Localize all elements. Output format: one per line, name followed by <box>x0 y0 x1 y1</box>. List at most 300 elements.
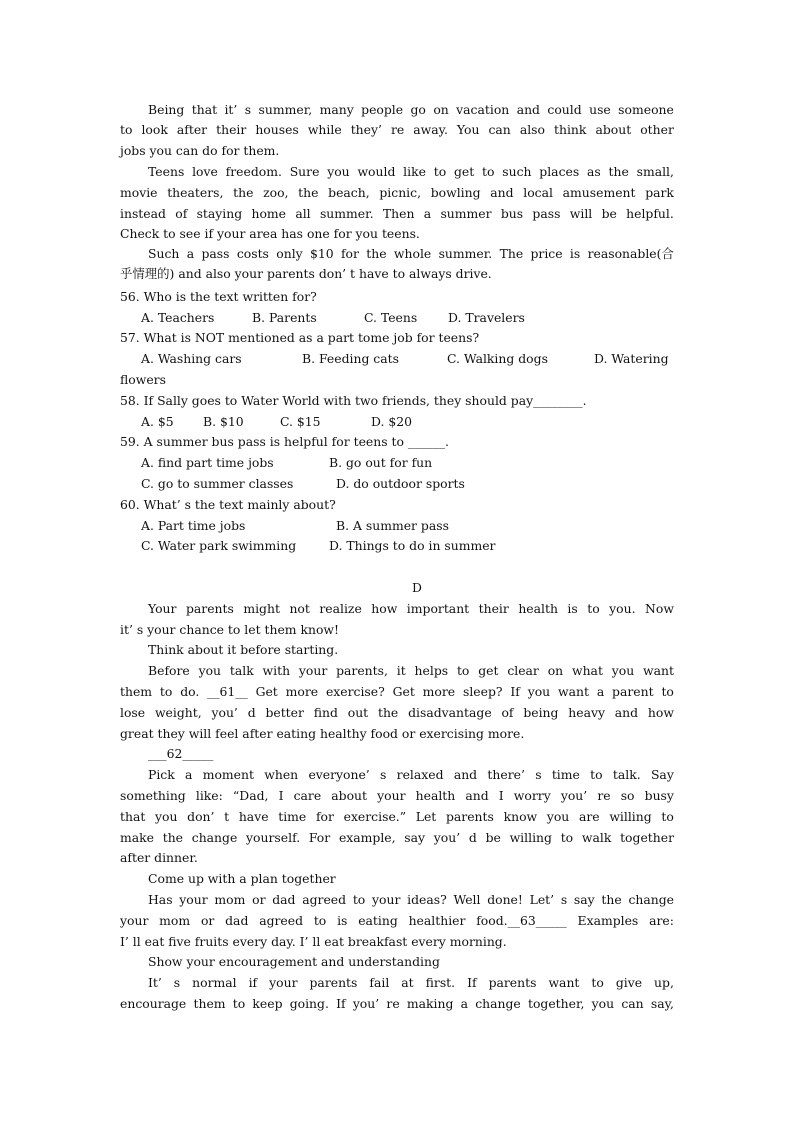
word: are: <box>649 913 674 928</box>
text-line: I’ ll eat five fruits every day. I’ ll eat breakfast every morning. <box>120 934 507 949</box>
word: of <box>501 705 514 720</box>
option-wrap: flowers <box>120 372 166 387</box>
word: you <box>198 663 222 678</box>
word: many <box>319 102 354 117</box>
word: that <box>120 809 146 824</box>
subheading: Show your encouragement and understanding <box>148 954 440 969</box>
word: your <box>298 663 328 678</box>
option: D. Things to do in summer <box>329 538 496 553</box>
word: the <box>608 164 629 179</box>
word: important <box>406 601 470 616</box>
word: is <box>567 601 578 616</box>
word: if <box>248 975 258 990</box>
word: everyone’ <box>308 767 370 782</box>
word: picnic, <box>379 185 422 200</box>
word: agreed <box>259 913 304 928</box>
word: your <box>377 788 406 803</box>
question-stem: 56. Who is the text written for? <box>120 289 317 304</box>
word: so <box>620 788 635 803</box>
text-line <box>148 975 674 991</box>
word: on <box>433 102 449 117</box>
word: clear <box>507 663 539 678</box>
word: to <box>560 830 574 845</box>
word: you <box>546 809 570 824</box>
word: the <box>162 830 184 845</box>
word: vacation <box>456 102 510 117</box>
word: keep <box>252 996 283 1011</box>
word: fail <box>369 975 390 990</box>
word: something <box>120 788 186 803</box>
word: find <box>313 705 338 720</box>
word: want <box>558 684 589 699</box>
word: to <box>159 684 173 699</box>
text-line: 乎情理的) and also your parents don’ t have to always drive. <box>120 266 492 281</box>
word: and <box>453 767 478 782</box>
word: You <box>456 122 480 137</box>
word: can <box>488 122 511 137</box>
word: make <box>120 830 154 845</box>
word: zoo, <box>263 185 289 200</box>
word: reasonable(合 <box>587 246 674 261</box>
word: all <box>295 206 311 221</box>
word: or <box>252 892 266 907</box>
word: Get <box>255 684 278 699</box>
word: have <box>238 809 269 824</box>
word: Pick <box>148 767 175 782</box>
word: of <box>175 206 188 221</box>
text-line <box>120 788 674 804</box>
word: what <box>571 663 603 678</box>
text-line <box>148 767 674 783</box>
word: Say <box>650 767 674 782</box>
option: A. Teachers <box>141 310 215 325</box>
word: you’ <box>433 830 461 845</box>
word: beach, <box>328 185 370 200</box>
option: A. Washing cars <box>141 351 242 366</box>
word: moment <box>202 767 254 782</box>
word: home <box>251 206 287 221</box>
word: sleep? <box>462 684 503 699</box>
option: A. find part time jobs <box>141 455 274 470</box>
word: houses <box>255 122 299 137</box>
text-line <box>120 809 674 825</box>
word: parents <box>185 601 234 616</box>
word: don’ <box>187 809 215 824</box>
question-stem: 58. If Sally goes to Water World with two friends, they should pay________. <box>120 393 587 408</box>
word: how <box>647 705 674 720</box>
text-line <box>148 102 674 118</box>
word: and <box>490 185 514 200</box>
word: amusement <box>562 185 636 200</box>
word: your <box>372 892 401 907</box>
word: give <box>615 975 643 990</box>
word: say, <box>650 996 674 1011</box>
word: weight, <box>154 705 202 720</box>
word: encourage <box>120 996 187 1011</box>
word: only <box>276 246 303 261</box>
word: re <box>386 996 400 1011</box>
word: willing <box>509 830 552 845</box>
word: s <box>535 767 542 782</box>
word: to <box>456 663 470 678</box>
option: D. $20 <box>371 414 413 429</box>
text-line: jobs you can do for them. <box>120 143 280 158</box>
text-line <box>120 705 674 721</box>
word: exercise.” <box>343 809 407 824</box>
section-heading: D <box>412 580 422 595</box>
option: B. go out for fun <box>329 455 433 470</box>
word: small, <box>636 164 674 179</box>
word: dad <box>225 913 249 928</box>
word: how <box>371 601 398 616</box>
word: their <box>216 122 247 137</box>
word: it <box>396 663 406 678</box>
word: I <box>278 788 284 803</box>
word: change <box>475 996 521 1011</box>
word: while <box>307 122 342 137</box>
word: __61__ <box>207 684 248 699</box>
word: parents <box>309 975 358 990</box>
word: I <box>498 788 504 803</box>
word: mom <box>214 892 246 907</box>
word: could <box>547 102 582 117</box>
blank-62: ___62_____ <box>148 746 214 761</box>
word: a <box>185 767 193 782</box>
word: If <box>510 684 520 699</box>
word: time <box>551 767 580 782</box>
word: helps <box>414 663 449 678</box>
word: might <box>243 601 280 616</box>
question-stem: 57. What is NOT mentioned as a part tome job for teens? <box>120 330 480 345</box>
text-line: it’ s your chance to let them know! <box>120 622 340 637</box>
word: ideas? <box>407 892 447 907</box>
word: also <box>519 122 545 137</box>
word: a <box>596 684 605 699</box>
subheading: Come up with a plan together <box>148 871 336 886</box>
word: Being <box>148 102 185 117</box>
word: and <box>516 102 540 117</box>
word: be <box>485 830 501 845</box>
word: you <box>611 663 635 678</box>
option: C. Teens <box>364 310 418 325</box>
word: look <box>141 122 168 137</box>
word: it’ <box>224 102 238 117</box>
option: B. Parents <box>252 310 317 325</box>
text-line: great they will feel after eating healthy food or exercising more. <box>120 726 525 741</box>
word: to <box>661 684 674 699</box>
word: food.__63_____ <box>476 913 567 928</box>
word: together <box>620 830 674 845</box>
word: summer. <box>438 246 493 261</box>
word: you <box>591 996 615 1011</box>
option: B. $10 <box>203 414 244 429</box>
option: C. go to summer classes <box>141 476 294 491</box>
word: normal <box>192 975 237 990</box>
word: other <box>640 122 674 137</box>
word: them <box>120 684 153 699</box>
word: up, <box>654 975 674 990</box>
word: change <box>191 830 238 845</box>
word: a <box>460 996 468 1011</box>
word: them <box>193 996 226 1011</box>
word: Before <box>148 663 190 678</box>
word: realize <box>319 601 362 616</box>
word: the <box>366 246 387 261</box>
option: A. Part time jobs <box>141 518 246 533</box>
option: B. Feeding cats <box>302 351 399 366</box>
word: together, <box>527 996 585 1011</box>
text-line: after dinner. <box>120 850 198 865</box>
word: the <box>233 185 254 200</box>
word: and <box>614 705 639 720</box>
word: done! <box>487 892 523 907</box>
word: to <box>232 996 246 1011</box>
word: your <box>269 975 298 990</box>
word: d <box>247 705 256 720</box>
option: A. $5 <box>141 414 174 429</box>
word: s <box>560 892 568 907</box>
word: a <box>423 206 432 221</box>
word: summer, <box>258 102 313 117</box>
word: movie <box>120 185 158 200</box>
text-line <box>148 892 674 908</box>
word: for <box>315 809 334 824</box>
word: going. <box>289 996 329 1011</box>
word: Teens <box>148 164 185 179</box>
word: Get <box>392 684 415 699</box>
word: eating <box>358 913 398 928</box>
word: s <box>380 767 387 782</box>
word: is <box>337 913 348 928</box>
word: someone <box>618 102 674 117</box>
word: a <box>186 246 195 261</box>
option: D. Watering <box>594 351 669 366</box>
word: at <box>401 975 414 990</box>
word: will <box>569 206 593 221</box>
word: more <box>422 684 456 699</box>
word: about <box>331 788 368 803</box>
word: heavy <box>568 705 605 720</box>
word: For <box>308 830 331 845</box>
word: say <box>404 830 426 845</box>
word: or <box>200 913 215 928</box>
word: time <box>278 809 307 824</box>
word: parents <box>488 975 537 990</box>
word: t <box>224 809 230 824</box>
word: like <box>403 164 426 179</box>
word: Now <box>645 601 674 616</box>
text-line <box>120 206 674 222</box>
word: summer. <box>319 206 374 221</box>
word: on <box>547 663 564 678</box>
word: instead <box>120 206 166 221</box>
subheading: Think about it before starting. <box>148 642 339 657</box>
word: be <box>601 206 617 221</box>
word: after <box>176 122 208 137</box>
question-stem: 59. A summer bus pass is helpful for teens to ______. <box>120 434 449 449</box>
word: s <box>173 975 181 990</box>
option: C. Water park swimming <box>141 538 297 553</box>
word: willing <box>609 809 652 824</box>
word: care <box>293 788 322 803</box>
word: re <box>597 788 611 803</box>
word: parents <box>445 809 494 824</box>
word: to <box>313 913 327 928</box>
text-line <box>120 122 674 138</box>
word: s <box>244 102 252 117</box>
word: you <box>155 809 178 824</box>
word: relaxed <box>396 767 444 782</box>
word: “Dad, <box>232 788 269 803</box>
word: disadvantage <box>408 705 492 720</box>
word: the <box>601 892 622 907</box>
word: to <box>120 122 133 137</box>
word: is <box>569 246 581 261</box>
word: you <box>527 684 551 699</box>
word: whole <box>393 246 432 261</box>
word: talk <box>229 663 254 678</box>
word: first. <box>425 975 456 990</box>
word: $10 <box>309 246 334 261</box>
text-line: Check to see if your area has one for you teens. <box>120 226 420 241</box>
text-line <box>148 663 674 679</box>
word: to <box>591 975 604 990</box>
word: If <box>336 996 346 1011</box>
word: when <box>264 767 299 782</box>
word: to <box>590 767 603 782</box>
word: know <box>503 809 538 824</box>
word: mom <box>159 913 191 928</box>
word: you’ <box>560 788 588 803</box>
word: Let’ <box>529 892 555 907</box>
word: Well <box>453 892 481 907</box>
option: D. do outdoor sports <box>336 476 465 491</box>
word: go <box>410 102 426 117</box>
word: such <box>502 164 532 179</box>
word: making <box>406 996 454 1011</box>
word: example, <box>338 830 396 845</box>
word: you. <box>609 601 636 616</box>
text-line <box>148 246 674 262</box>
word: staying <box>196 206 243 221</box>
text-line <box>120 684 674 700</box>
word: re <box>390 122 405 137</box>
word: out <box>347 705 369 720</box>
text-line <box>120 830 674 846</box>
word: d <box>468 830 477 845</box>
word: people <box>361 102 404 117</box>
word: more <box>285 684 319 699</box>
word: the <box>377 705 399 720</box>
word: freedom. <box>225 164 282 179</box>
word: change <box>628 892 674 907</box>
word: love <box>192 164 218 179</box>
text-line <box>120 185 674 201</box>
word: for <box>340 246 359 261</box>
option: C. Walking dogs <box>447 351 548 366</box>
word: to <box>352 892 366 907</box>
word: costs <box>236 246 269 261</box>
word: there’ <box>487 767 525 782</box>
word: about <box>595 122 632 137</box>
word: they’ <box>350 122 382 137</box>
option: B. A summer pass <box>336 518 449 533</box>
word: worry <box>513 788 551 803</box>
word: not <box>289 601 310 616</box>
word: Let <box>415 809 437 824</box>
word: want <box>548 975 580 990</box>
word: The <box>499 246 524 261</box>
word: think <box>554 122 587 137</box>
word: that <box>191 102 218 117</box>
word: are <box>578 809 600 824</box>
word: as <box>586 164 601 179</box>
word: helpful. <box>626 206 674 221</box>
word: the <box>298 185 319 200</box>
word: Sure <box>289 164 320 179</box>
word: summer <box>440 206 492 221</box>
word: dad <box>272 892 296 907</box>
word: their <box>478 601 509 616</box>
word: and <box>465 788 489 803</box>
option: C. $15 <box>280 414 321 429</box>
word: price <box>530 246 563 261</box>
word: park <box>645 185 674 200</box>
word: to <box>587 601 600 616</box>
word: to <box>433 164 447 179</box>
word: get <box>478 663 499 678</box>
option: D. Travelers <box>448 310 525 325</box>
word: talk. <box>612 767 641 782</box>
word: lose <box>120 705 146 720</box>
word: parent <box>612 684 654 699</box>
word: get <box>453 164 475 179</box>
word: to <box>482 164 495 179</box>
word: Then <box>382 206 415 221</box>
word: yourself. <box>246 830 301 845</box>
word: health <box>518 601 558 616</box>
text-line <box>148 164 674 180</box>
word: Such <box>148 246 180 261</box>
word: you’ <box>211 705 238 720</box>
word: bus <box>500 206 524 221</box>
word: busy <box>644 788 674 803</box>
word: being <box>523 705 559 720</box>
word: say <box>573 892 595 907</box>
word: would <box>357 164 396 179</box>
word: exercise? <box>325 684 385 699</box>
word: you <box>327 164 350 179</box>
word: do. <box>180 684 200 699</box>
word: can <box>621 996 644 1011</box>
word: pass <box>201 246 230 261</box>
word: It’ <box>148 975 162 990</box>
word: you’ <box>352 996 380 1011</box>
text-line <box>120 913 674 929</box>
word: local <box>523 185 553 200</box>
word: parents, <box>336 663 388 678</box>
word: theaters, <box>167 185 224 200</box>
word: like: <box>195 788 223 803</box>
word: pass <box>532 206 561 221</box>
word: places <box>539 164 580 179</box>
text-line <box>148 601 674 617</box>
word: better <box>265 705 304 720</box>
word: health <box>415 788 456 803</box>
word: Your <box>148 601 177 616</box>
word: with <box>262 663 291 678</box>
word: walk <box>581 830 612 845</box>
